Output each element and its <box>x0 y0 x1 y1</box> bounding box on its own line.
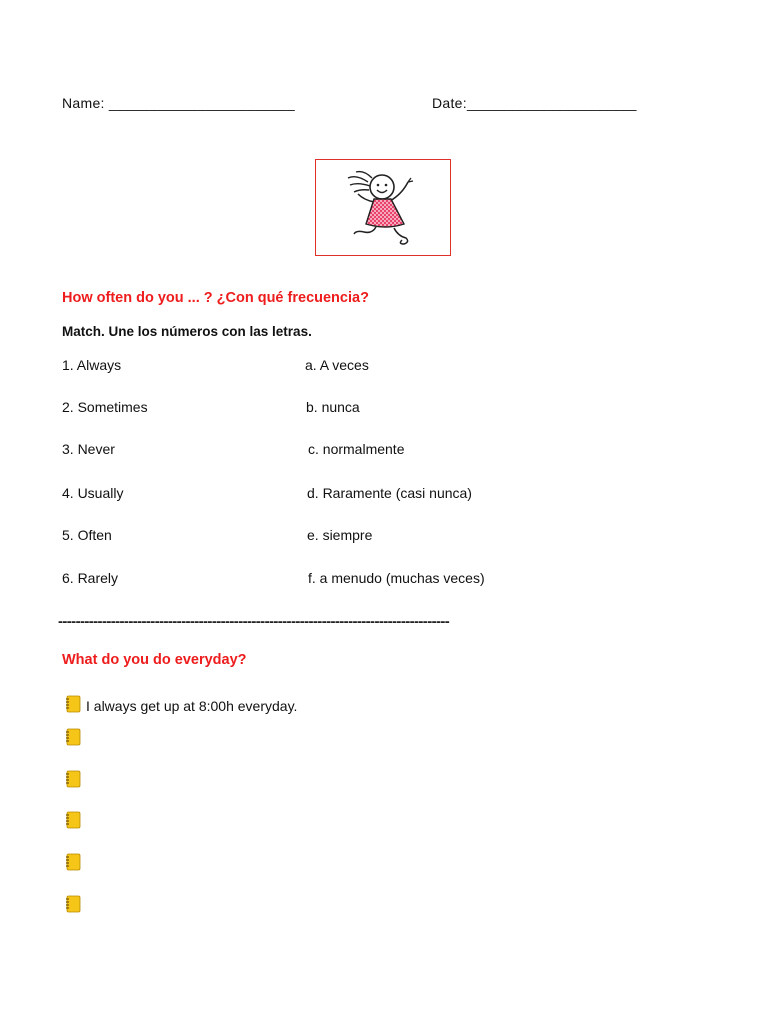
dancing-girl-illustration <box>316 160 450 255</box>
section-title-frequency: How often do you ... ? ¿Con qué frecuencia? <box>62 290 369 306</box>
date-field[interactable]: Date:_____________________ <box>432 95 637 111</box>
notebook-icon <box>64 695 82 718</box>
notebook-icon <box>64 895 82 918</box>
left-item: 6. Rarely <box>62 570 119 586</box>
right-item: f. a menudo (muchas veces) <box>308 570 485 586</box>
right-item: d. Raramente (casi nunca) <box>307 485 472 501</box>
left-item: 2. Sometimes <box>62 399 148 415</box>
notebook-icon <box>64 770 82 793</box>
left-item: 1. Always <box>62 357 122 373</box>
notebook-icon <box>64 728 82 751</box>
girl-illustration-frame <box>315 159 451 256</box>
name-field[interactable]: Name: _______________________ <box>62 95 295 111</box>
match-instruction: Match. Une los números con las letras. <box>62 324 312 339</box>
right-item: a. A veces <box>305 357 369 373</box>
example-sentence: I always get up at 8:00h everyday. <box>86 698 298 714</box>
right-item: c. normalmente <box>308 441 405 457</box>
notebook-icon <box>64 811 82 834</box>
left-item: 4. Usually <box>62 485 124 501</box>
dashed-separator: ----------------------------------------------------------------------------------------- <box>58 613 450 630</box>
notebook-icon <box>64 853 82 876</box>
right-item: e. siempre <box>307 527 373 543</box>
left-item: 3. Never <box>62 441 115 457</box>
section-title-everyday: What do you do everyday? <box>62 652 247 668</box>
right-item: b. nunca <box>306 399 360 415</box>
left-item: 5. Often <box>62 527 112 543</box>
